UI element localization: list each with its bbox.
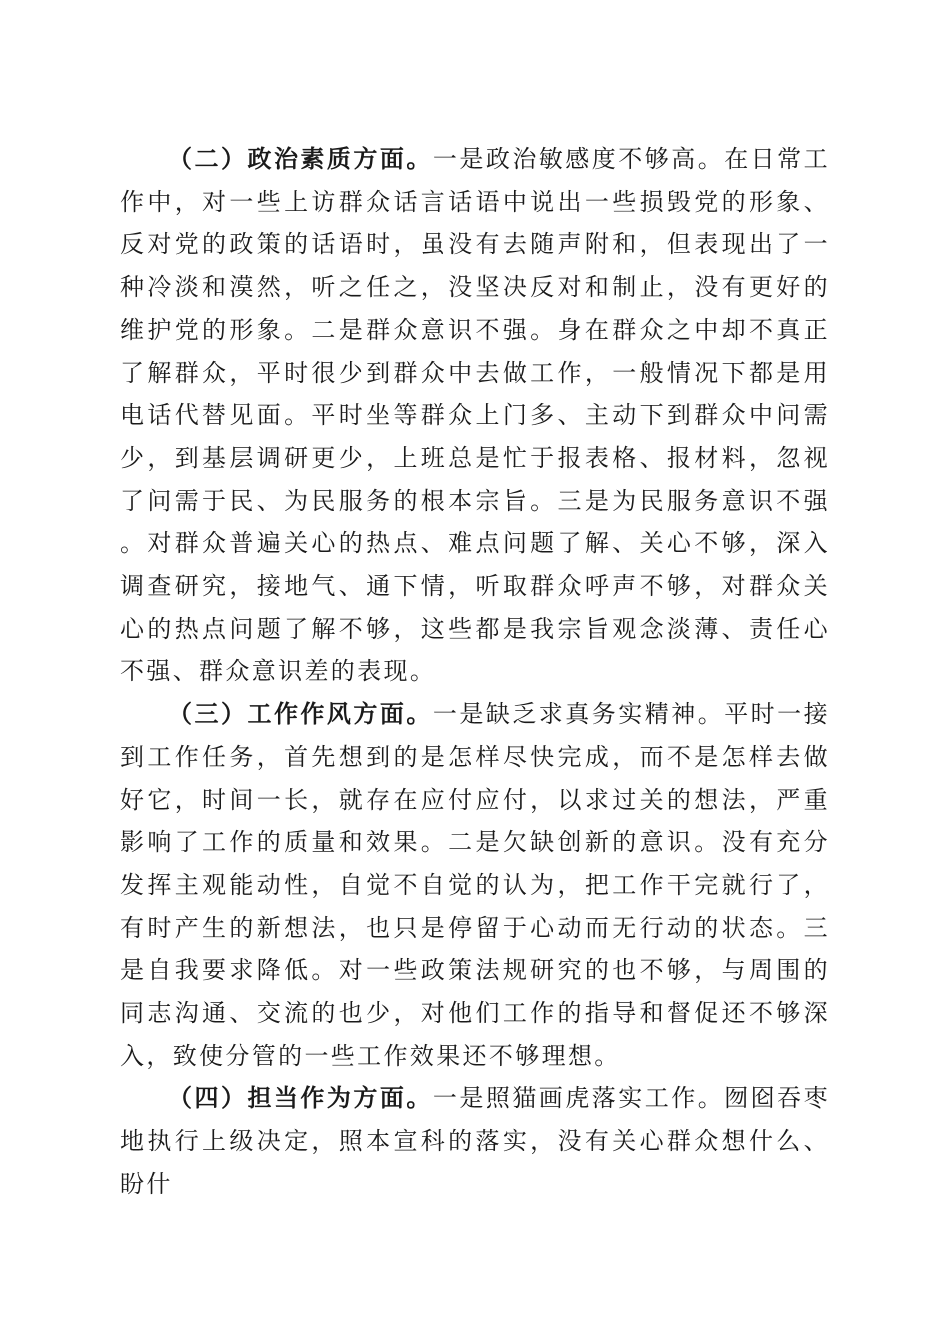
paragraph-heading: （二）政治素质方面。 [168,145,433,173]
paragraph-political-quality [120,138,830,693]
paragraph-work-style [120,693,830,1077]
paragraph-text: 一是缺乏求真务实精神。平时一接到工作任务，首先想到的是怎样尽快完成，而不是怎样去做好它，时间一长，就存在应付应付，以求过关的想法，严重影响了工作的质量和效果。二是欠缺创新的意识。没有充分发挥主观能动性，自觉不自觉的认为，把工作干完就行了，有时产生的新想法，也只是停留于心动而无行动的状态。三是自我要求降低。对一些政策法规研究的也不够，与周围的同志沟通、交流的也少，对他们工作的指导和督促还不够深入，致使分管的一些工作效果还不够理想。 [120,700,831,1070]
paragraph-heading: （四）担当作为方面。 [168,1084,433,1113]
paragraph-heading: （三）工作作风方面。 [168,700,433,729]
paragraph-text: 一是政治敏感度不够高。在日常工作中，对一些上访群众话言话语中说出一些损毁党的形象、反对党的政策的话语时，虽没有去随声附和，但表现出了一种冷淡和漠然，听之任之，没坚决反对和制止，没有更好的维护党的形象。二是群众意识不强。身在群众之中却不真正了解群众，平时很少到群众中去做工作，一般情况下都是用电话代替见面。平时坐等群众上门多、主动下到群众中问需少，到基层调研更少，上班总是忙于报表格、报材料，忽视了问需于民、为民服务的根本宗旨。三是为民服务意识不强。对群众普遍关心的热点、难点问题了解、关心不够，深入调查研究，接地气、通下情，听取群众呼声不够，对群众关心的热点问题了解不够，这些都是我宗旨观念淡薄、责任心不强、群众意识差的表现。 [120,145,831,686]
paragraph-text: 一是照猫画虎落实工作。囫囵吞枣地执行上级决定，照本宣科的落实，没有关心群众想什么、盼什 [120,1084,831,1198]
paragraph-responsibility [120,1077,830,1205]
document-body [120,138,830,1206]
